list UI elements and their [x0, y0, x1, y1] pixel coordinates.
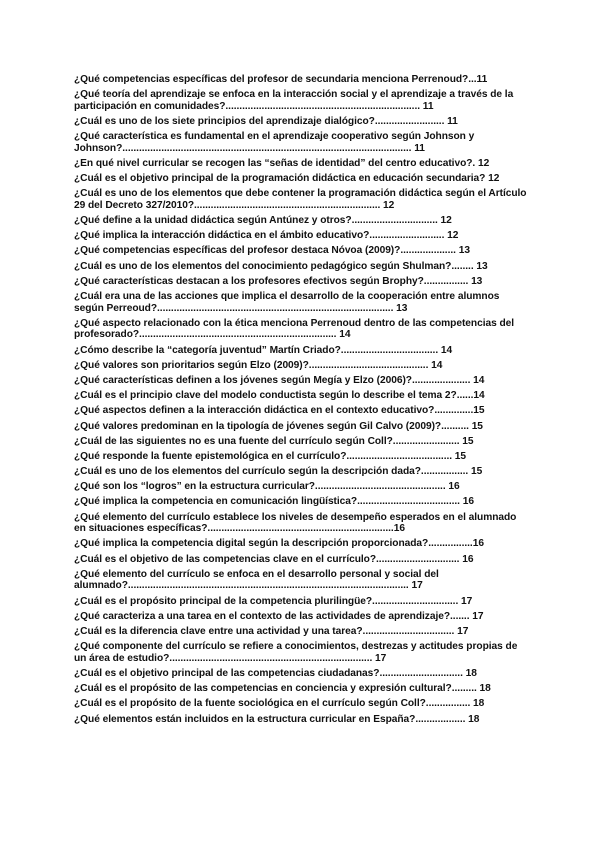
toc-entry-text: ¿Cuál es el objetivo de las competencias clave en el currículo?.............................. 16 — [74, 553, 474, 565]
toc-entry-text: ¿Qué implica la competencia digital según la descripción proporcionada?................16 — [74, 538, 484, 550]
toc-entry[interactable] — [74, 481, 528, 493]
toc-entry-text: ¿Qué competencias específicas del profesor destaca Nóvoa (2009)?.................... 13 — [74, 245, 470, 257]
toc-entry[interactable] — [74, 554, 528, 566]
toc-entry[interactable] — [74, 215, 528, 227]
toc-entry[interactable] — [74, 173, 528, 185]
toc-entry-text: ¿Qué característica es fundamental en el aprendizaje cooperativo según Johnson y Johnson?........................................................................................................ 11 — [74, 131, 475, 154]
toc-entry[interactable] — [74, 230, 528, 242]
toc-entry-text: ¿Qué implica la competencia en comunicación lingüística?..................................... 16 — [74, 496, 474, 508]
toc-entry-text: ¿Cuál es el propósito de la fuente sociológica en el currículo según Coll?................ 18 — [74, 698, 485, 710]
toc-entry[interactable] — [74, 512, 528, 535]
toc-entry-text: ¿Qué valores son prioritarios según Elzo (2009)?........................................... 14 — [74, 359, 443, 371]
toc-entry[interactable] — [74, 261, 528, 273]
toc-entry[interactable] — [74, 89, 528, 112]
toc-entry-text: ¿Qué componente del currículo se refiere a conocimientos, destrezas y actitudes propias de un área de estudio?......................................................................... 17 — [74, 641, 518, 664]
toc-entry-text: ¿Qué competencias específicas del profesor de secundaria menciona Perrenoud?...11 — [74, 74, 488, 85]
toc-entry[interactable] — [74, 451, 528, 463]
toc-entry[interactable] — [74, 245, 528, 257]
toc-entry[interactable] — [74, 276, 528, 288]
toc-entry-text: ¿Cuál es la diferencia clave entre una actividad y una tarea?................................. 17 — [74, 625, 469, 637]
toc-entry[interactable] — [74, 116, 528, 128]
toc-entry[interactable] — [74, 436, 528, 448]
toc-entry[interactable] — [74, 683, 528, 695]
toc-entry-text: ¿Qué valores predominan en la tipología de jóvenes según Gil Calvo (2009)?.......... 15 — [74, 420, 483, 432]
toc-entry[interactable] — [74, 390, 528, 402]
table-of-contents — [74, 74, 528, 729]
toc-entry[interactable] — [74, 158, 528, 170]
toc-entry-text: ¿Qué características definen a los jóvenes según Megía y Elzo (2006)?..................... 14 — [74, 374, 485, 386]
toc-entry-text: ¿Qué define a la unidad didáctica según Antúnez y otros?............................... 12 — [74, 215, 452, 227]
toc-entry-text: ¿Cuál es uno de los elementos que debe contener la programación didáctica según el Artículo 29 del Decreto 327/2010?................................................................... 12 — [74, 188, 527, 211]
toc-entry-text: ¿Qué teoría del aprendizaje se enfoca en la interacción social y el aprendizaje a través de la participación en comunidades?...................................................................... 11 — [74, 89, 514, 112]
toc-entry[interactable] — [74, 131, 528, 154]
toc-entry[interactable] — [74, 698, 528, 710]
toc-entry-text: ¿Qué elemento del currículo se enfoca en el desarrollo personal y social del alumnado?..................................................................................................... 17 — [74, 568, 439, 592]
toc-entry[interactable] — [74, 421, 528, 433]
toc-entry-text: ¿Qué caracteriza a una tarea en el contexto de las actividades de aprendizaje?....... 17 — [74, 610, 484, 622]
toc-entry-text: ¿Cuál es el propósito de las competencias en conciencia y expresión cultural?......... 18 — [74, 683, 491, 695]
toc-entry-text: ¿Cómo describe la “categoría juventud” Martín Criado?................................... 14 — [74, 344, 453, 356]
toc-entry[interactable] — [74, 668, 528, 680]
toc-entry[interactable] — [74, 596, 528, 608]
toc-entry-text: ¿Cuál es el principio clave del modelo conductista según lo describe el tema 2?......14 — [74, 390, 485, 402]
toc-entry[interactable] — [74, 318, 528, 341]
toc-entry-text: ¿Qué aspectos definen a la interacción didáctica en el contexto educativo?..............15 — [74, 405, 485, 417]
toc-entry[interactable] — [74, 188, 528, 211]
toc-entry-text: ¿Cuál de las siguientes no es una fuente del currículo según Coll?........................ 15 — [74, 435, 474, 447]
toc-entry[interactable] — [74, 74, 528, 86]
toc-entry-text: ¿Qué elemento del currículo establece los niveles de desempeño esperados en el alumnado en situaciones específicas?...................................................................16 — [74, 511, 517, 535]
toc-entry[interactable] — [74, 360, 528, 372]
toc-entry-text: ¿En qué nivel curricular se recogen las “señas de identidad” del centro educativo?. 12 — [74, 157, 490, 169]
toc-entry-text: ¿Qué elementos están incluidos en la estructura curricular en España?.................. 18 — [74, 713, 480, 725]
toc-entry-text: ¿Qué implica la interacción didáctica en el ámbito educativo?........................... 12 — [74, 230, 459, 242]
toc-entry[interactable] — [74, 345, 528, 357]
toc-entry-text: ¿Qué características destacan a los profesores efectivos según Brophy?................ 13 — [74, 275, 483, 287]
toc-entry[interactable] — [74, 569, 528, 592]
toc-entry-text: ¿Cuál es uno de los elementos del conocimiento pedagógico según Shulman?........ 13 — [74, 260, 488, 272]
toc-entry[interactable] — [74, 405, 528, 417]
toc-entry-text: ¿Cuál es uno de los elementos del currículo según la descripción dada?................. 15 — [74, 466, 483, 478]
toc-entry-text: ¿Cuál es uno de los siete principios del aprendizaje dialógico?......................... 11 — [74, 115, 458, 127]
toc-entry-text: ¿Qué aspecto relacionado con la ética menciona Perrenoud dentro de las competencias del profesorado?....................................................................... 14 — [74, 317, 515, 341]
toc-entry-text: ¿Qué responde la fuente epistemológica en el currículo?...................................... 15 — [74, 450, 467, 462]
toc-entry[interactable] — [74, 466, 528, 478]
toc-entry-text: ¿Qué son los “logros” en la estructura curricular?............................................... 16 — [74, 481, 460, 493]
toc-entry-text: ¿Cuál es el propósito principal de la competencia plurilingüe?............................... 17 — [74, 595, 473, 607]
toc-entry[interactable] — [74, 626, 528, 638]
toc-entry[interactable] — [74, 714, 528, 726]
toc-entry[interactable] — [74, 611, 528, 623]
toc-entry[interactable] — [74, 291, 528, 314]
toc-entry[interactable] — [74, 375, 528, 387]
toc-entry-text: ¿Cuál era una de las acciones que implica el desarrollo de la cooperación entre alumnos según Perreoud?..................................................................................... 13 — [74, 291, 500, 314]
toc-entry-text: ¿Cuál es el objetivo principal de la programación didáctica en educación secundaria? 12 — [74, 173, 500, 185]
toc-entry[interactable] — [74, 538, 528, 550]
toc-entry-text: ¿Cuál es el objetivo principal de las competencias ciudadanas?.............................. 18 — [74, 667, 477, 679]
toc-entry[interactable] — [74, 641, 528, 664]
toc-entry[interactable] — [74, 496, 528, 508]
